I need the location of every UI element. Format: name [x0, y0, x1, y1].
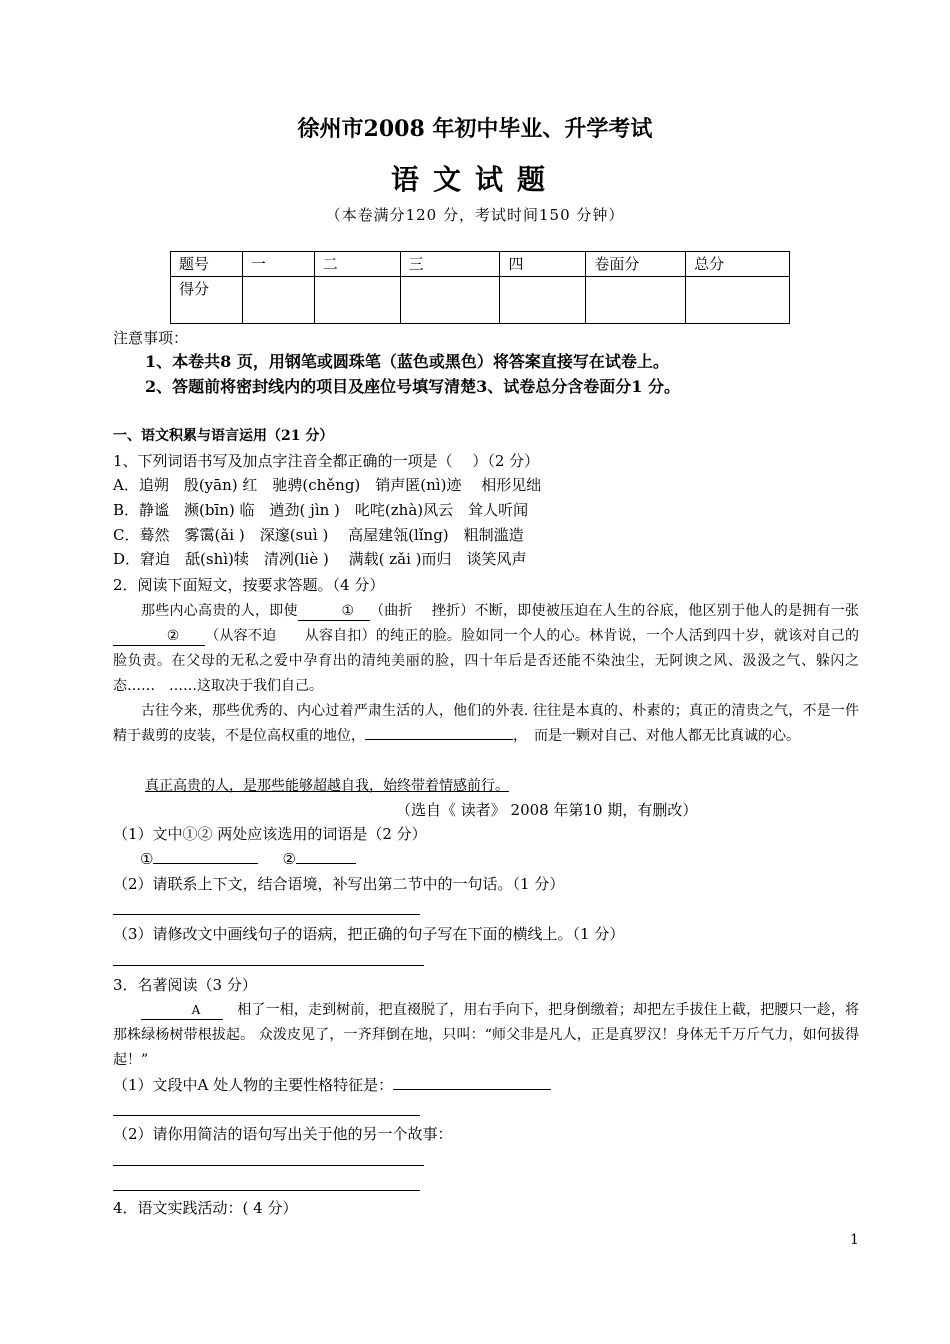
table-header-cell: 卷面分 [586, 252, 686, 277]
answer-blank-2[interactable] [296, 863, 356, 864]
passage-paragraph-1: 那些内心高贵的人，即使 ① （曲折 挫折）不断，即使被压迫在人生的谷底，他区别于他人的是拥有一张② （从容不迫 从容自扣）的纯正的脸。脸如同一个人的心。林肯说，一个人活到四十岁，就该对自己的脸负责。在父母的无私之爱中孕育出的清纯美丽的脸，四十年后是否还能不染浊尘，无阿谀之风、汲汲之气、躲闪之态…… ……这取决于我们自己。 [113, 603, 859, 694]
answer-label-1: ① [140, 850, 154, 868]
page-number: 1 [850, 1232, 859, 1248]
q1-option-b: B．静谧 濒(bīn) 临 遒劲( jìn ) 叱咤(zhà)风云 耸人听闻 [113, 501, 529, 519]
answer-label-2: ② [282, 850, 296, 868]
answer-line[interactable] [113, 914, 420, 915]
answer-line[interactable] [113, 1165, 424, 1166]
table-header-cell: 四 [500, 252, 586, 277]
question-2-stem: 2．阅读下面短文，按要求答题。（4 分） [113, 576, 385, 594]
question-1-stem: 1、下列词语书写及加点字注音全都正确的一项是（ ）（2 分） [113, 452, 540, 470]
score-table-score-row [171, 277, 790, 324]
table-header-cell: 总分 [686, 252, 790, 277]
exam-subtitle: （本卷满分120 分，考试时间150 分钟） [325, 206, 625, 224]
q1-option-d: D．窘迫 舐(shì)犊 清冽(liè ) 满载( zǎi )而归 谈笑风声 [113, 550, 527, 568]
score-cell[interactable] [686, 277, 790, 324]
blank-sentence[interactable] [365, 739, 513, 740]
q2-sub-1: （1）文中①② 两处应该选用的词语是（2 分） [113, 825, 427, 843]
answer-blank-1[interactable] [153, 863, 258, 864]
question-3-stem: 3．名著阅读（3 分） [113, 976, 257, 994]
table-header-cell: 三 [400, 252, 500, 277]
answer-blank[interactable] [393, 1089, 551, 1090]
notice-item-2: 2、答题前将密封线内的项目及座位号填写清楚3、试卷总分含卷面分1 分。 [145, 377, 680, 396]
blank-1[interactable]: ① [298, 602, 370, 621]
score-row-label: 得分 [171, 277, 243, 324]
underlined-sentence: 真正高贵的人，是那些能够超越自我，始终带着情感前行。 [145, 778, 509, 794]
score-cell[interactable] [500, 277, 586, 324]
exam-title: 徐州市2008 年初中毕业、升学考试 [297, 116, 653, 142]
score-table-header-row [171, 252, 790, 277]
question-4-stem: 4．语文实践活动：( 4 分） [113, 1199, 298, 1217]
table-header-cell: 题号 [171, 252, 243, 277]
answer-line[interactable] [113, 1115, 420, 1116]
notice-item-1: 1、本卷共8 页，用钢笔或圆珠笔（蓝色或黑色）将答案直接写在试卷上。 [145, 352, 669, 371]
paper-title: 语文试题 [390, 163, 559, 196]
q3-sub-1: （1）文段中A 处人物的主要性格特征是： [113, 1073, 551, 1097]
q3-passage: A 相了一相，走到树前，把直裰脱了，用右手向下，把身倒缴着；却把左手拔住上截，把腰只一趁，将那株绿杨树带根拔起。 众泼皮见了，一齐拜倒在地，只叫：“师父非是凡人，正是真罗汉！身体无千万斤气力，如何拔得起！” [113, 1002, 860, 1068]
table-header-cell: 二 [314, 252, 400, 277]
blank-a[interactable]: A [141, 1001, 223, 1020]
q2-sub-1-answers [140, 847, 356, 871]
answer-line[interactable] [113, 1190, 420, 1191]
score-cell[interactable] [586, 277, 686, 324]
score-cell[interactable] [400, 277, 500, 324]
score-cell[interactable] [242, 277, 314, 324]
section-heading: 一、语文积累与语言运用（21 分） [113, 428, 334, 444]
answer-line[interactable] [113, 965, 424, 966]
q1-option-a: A．追朔 殷(yān) 红 驰骋(chěng) 销声匿(nì)迹 相形见绌 [113, 476, 542, 494]
q1-option-c: C．蓦然 雾霭(ǎi ) 深邃(suì ) 高屋建瓴(lǐng) 粗制滥造 [113, 526, 524, 544]
q3-sub-2: （2）请你用简洁的语句写出关于他的另一个故事： [113, 1125, 453, 1143]
score-table [170, 251, 790, 324]
table-header-cell: 一 [242, 252, 314, 277]
q2-sub-3: （3）请修改文中画线句子的语病，把正确的句子写在下面的横线上。（1 分） [113, 925, 625, 943]
blank-2[interactable]: ② [113, 627, 205, 646]
q2-sub-2: （2）请联系上下文，结合语境，补写出第二节中的一句话。（1 分） [113, 875, 565, 893]
score-cell[interactable] [314, 277, 400, 324]
passage-source: （选自《 读者》 2008 年第10 期，有删改） [396, 801, 698, 819]
notice-heading: 注意事项： [113, 329, 189, 347]
passage-paragraph-2: 古往今来，那些优秀的、内心过着严肃生活的人，他们的外表. 往往是本真的、朴素的；真正的清贵之气，不是一件精于裁剪的皮装，不是位高权重的地位， ， 而是一颗对自己、对他人都无比真诚的心。 [113, 703, 859, 744]
